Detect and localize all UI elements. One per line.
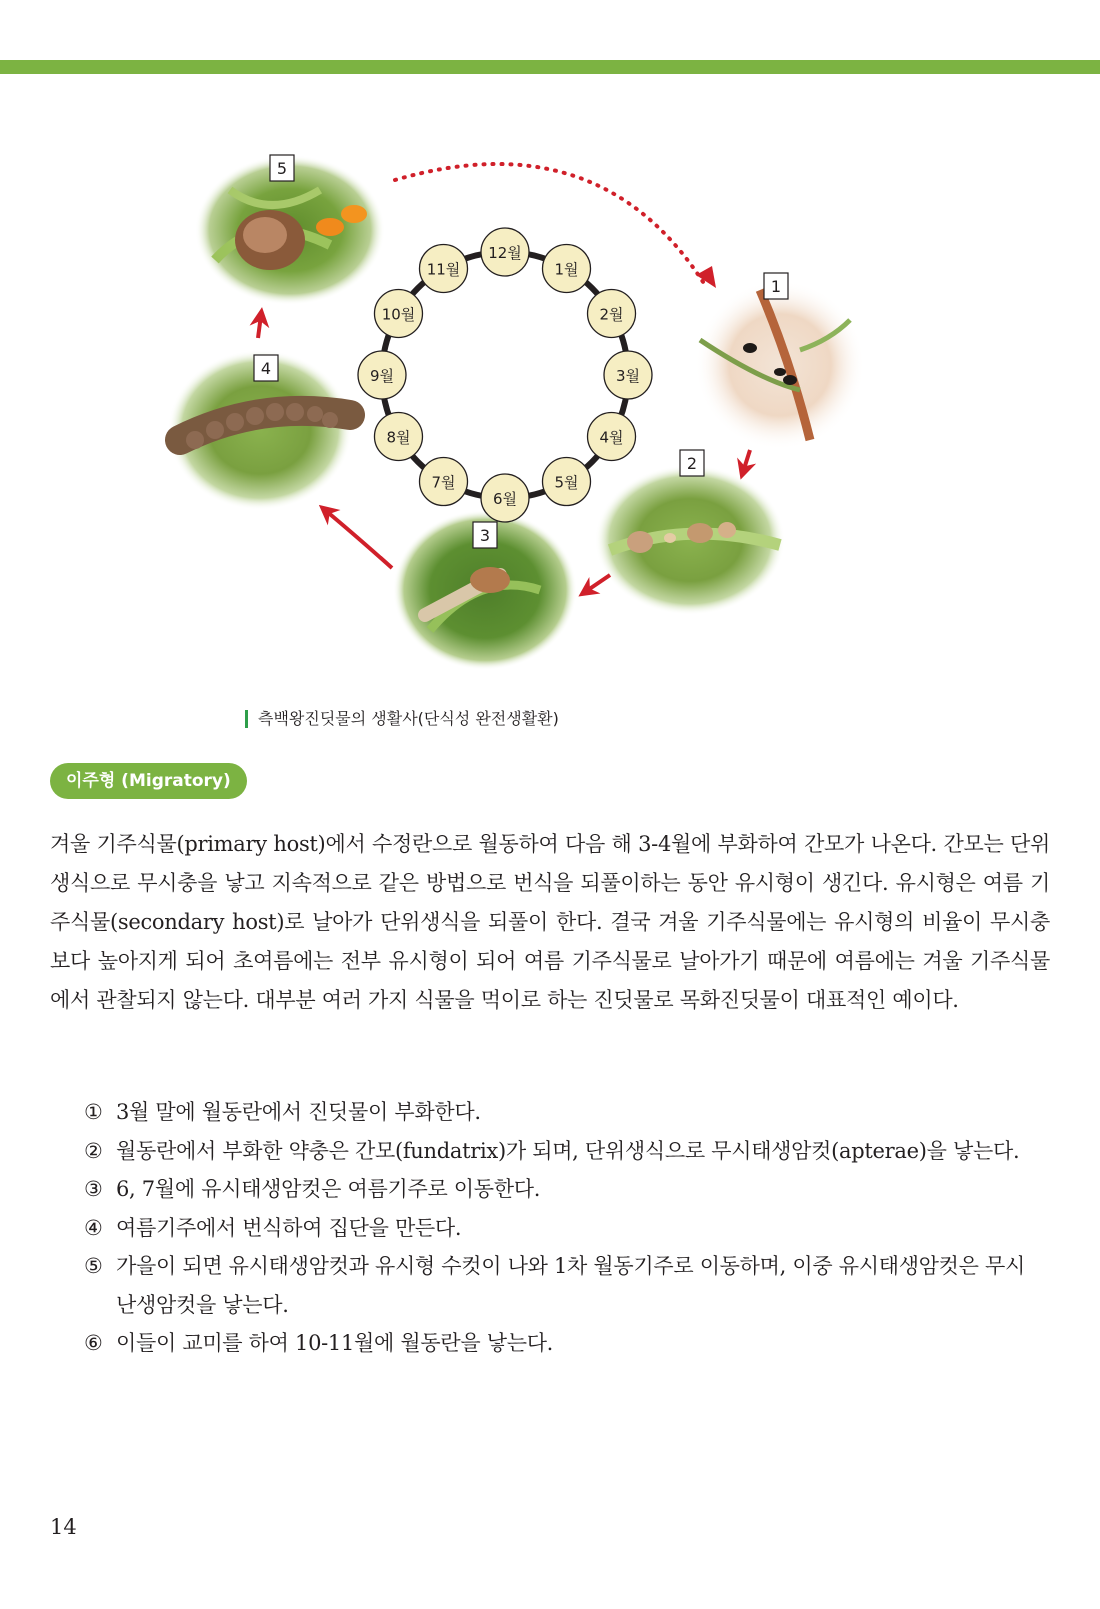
stage-label-2 bbox=[680, 450, 704, 476]
svg-text:5: 5 bbox=[276, 159, 288, 178]
svg-text:1: 1 bbox=[770, 277, 782, 296]
step-number: ⑤ bbox=[84, 1254, 103, 1278]
month-label: 1월 bbox=[554, 260, 579, 279]
step-item bbox=[84, 1247, 1044, 1324]
month-label: 10월 bbox=[381, 305, 416, 324]
step-text: 여름기주에서 번식하여 집단을 만든다. bbox=[116, 1215, 462, 1240]
svg-text:2: 2 bbox=[686, 454, 698, 473]
step-item bbox=[84, 1132, 1044, 1171]
month-nodes bbox=[358, 228, 652, 522]
month-node bbox=[420, 244, 468, 292]
step-number: ⑥ bbox=[84, 1331, 103, 1355]
figure-caption: 측백왕진딧물의 생활사(단식성 완전생활환) bbox=[245, 710, 559, 728]
month-node bbox=[374, 290, 422, 338]
stage-label-4 bbox=[254, 355, 278, 381]
step-number: ④ bbox=[84, 1215, 103, 1240]
month-label: 3월 bbox=[615, 367, 641, 385]
month-label: 11월 bbox=[426, 260, 461, 279]
svg-text:4: 4 bbox=[260, 359, 272, 378]
arrow-3-to-4 bbox=[325, 510, 392, 568]
month-node bbox=[420, 458, 468, 506]
svg-text:3: 3 bbox=[479, 526, 491, 545]
month-node bbox=[374, 413, 422, 461]
step-text: 가을이 되면 유시태생암컷과 유시형 수컷이 나와 1차 월동기주로 이동하며, 이중 유시태생암컷은 무시 난생암컷을 낳는다. bbox=[116, 1254, 1025, 1317]
photo-stage-2 bbox=[595, 465, 785, 615]
page-number: 14 bbox=[50, 1515, 77, 1539]
month-label: 4월 bbox=[599, 428, 624, 447]
month-node bbox=[588, 290, 636, 338]
month-label: 2월 bbox=[599, 305, 624, 324]
step-number: ② bbox=[84, 1138, 103, 1163]
arrowhead-5-to-1 bbox=[696, 266, 716, 288]
stage-label-5 bbox=[270, 155, 294, 181]
month-label: 5월 bbox=[554, 473, 579, 492]
month-label: 6월 bbox=[492, 490, 518, 508]
step-list bbox=[84, 1093, 1044, 1363]
month-node bbox=[604, 351, 652, 399]
step-text: 월동란에서 부화한 약충은 간모(fundatrix)가 되며, 단위생식으로 무시태생암컷(apterae)을 낳는다. bbox=[116, 1138, 1020, 1163]
step-number: ③ bbox=[84, 1177, 103, 1201]
stage-label-1 bbox=[764, 273, 788, 299]
month-node bbox=[543, 458, 591, 506]
step-item bbox=[84, 1170, 1044, 1209]
arrow-4-to-5 bbox=[258, 315, 261, 338]
month-node bbox=[481, 228, 529, 276]
month-ring bbox=[382, 252, 628, 498]
life-cycle-diagram bbox=[0, 150, 1100, 710]
section-tag: 이주형 (Migratory) bbox=[50, 763, 247, 799]
month-label: 12월 bbox=[488, 244, 522, 262]
top-accent-bar bbox=[0, 60, 1100, 74]
month-node bbox=[543, 244, 591, 292]
arrow-2-to-3 bbox=[585, 575, 610, 592]
month-node bbox=[588, 413, 636, 461]
month-node bbox=[481, 474, 529, 522]
month-label: 7월 bbox=[431, 473, 456, 492]
month-label: 8월 bbox=[386, 428, 411, 447]
month-node bbox=[358, 351, 406, 399]
step-text: 3월 말에 월동란에서 진딧물이 부화한다. bbox=[116, 1100, 481, 1124]
step-item bbox=[84, 1209, 1044, 1248]
step-item bbox=[84, 1324, 1044, 1363]
step-number: ① bbox=[84, 1100, 103, 1124]
body-paragraph: 겨울 기주식물(primary host)에서 수정란으로 월동하여 다음 해 3-4월에 부화하여 간모가 나온다. 간모는 단위생식으로 무시충을 낳고 지속적으로 같은 방법으로 번식을 되풀이하는 동안 유시형이 생긴다. 유시형은 여름 기주식물(secondary host)로 날아가 단위생식을 되풀이 한다. 결국 겨울 기주식물에는 유시형의 비율이 무시충보다 높아지게 되어 초여름에는 전부 유시형이 되어 여름 기주식물로 날아가기 때문에 여름에는 겨울 기주식물에서 관찰되지 않는다. 대부분 여러 가지 식물을 먹이로 하는 진딧물로 목화진딧물이 대표적인 예이다. bbox=[50, 832, 1050, 1012]
arrow-1-to-2 bbox=[743, 450, 750, 472]
step-text: 6, 7월에 유시태생암컷은 여름기주로 이동한다. bbox=[116, 1177, 541, 1201]
step-text: 이들이 교미를 하여 10-11월에 월동란을 낳는다. bbox=[116, 1331, 554, 1355]
stage-label-3 bbox=[473, 522, 497, 548]
month-label: 9월 bbox=[369, 367, 395, 385]
photo-stage-1 bbox=[695, 280, 865, 450]
step-item bbox=[84, 1093, 1044, 1132]
